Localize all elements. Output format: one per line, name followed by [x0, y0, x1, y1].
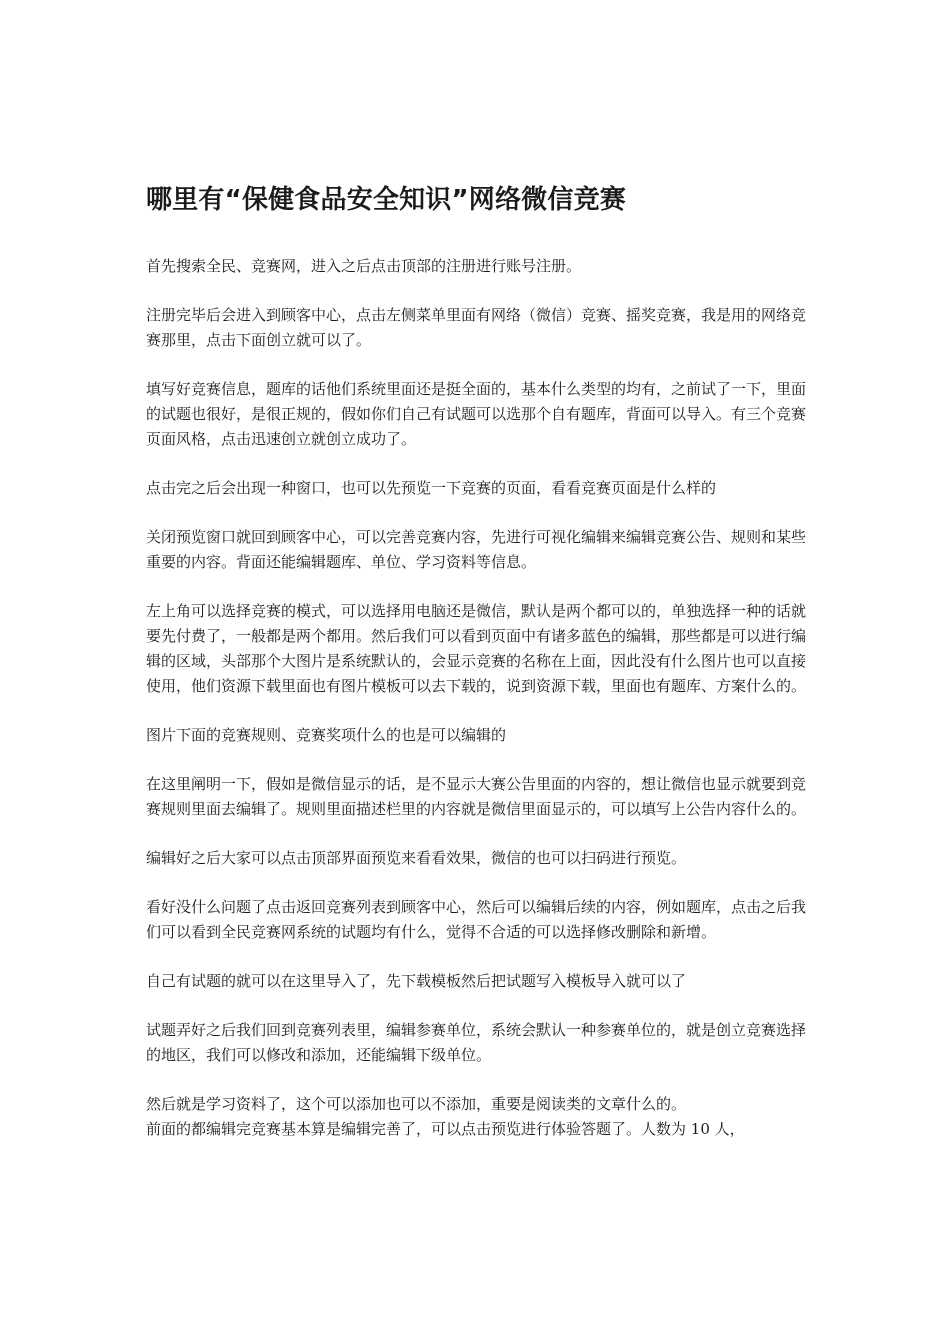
document-title: 哪里有“保健食品安全知识”网络微信竞赛: [146, 185, 626, 215]
paragraph-study-material: 然后就是学习资料了，这个可以添加也可以不添加，重要是阅读类的文章什么的。: [146, 1095, 687, 1113]
paragraph-preview-effect: 编辑好之后大家可以点击顶部界面预览来看看效果，微信的也可以扫码进行预览。: [146, 849, 687, 867]
paragraph-mode-select: 左上角可以选择竞赛的模式，可以选择用电脑还是微信，默认是两个都可以的，单独选择一种的话就要先付费了，一般都是两个都用。然后我们可以看到页面中有诸多蓝色的编辑，那些都是可以进行编辑的区域，头部那个大图片是系统默认的，会显示竞赛的名称在上面，因此没有什么图片也可以直接使用，他们资源下载里面也有图片模板可以去下载的，说到资源下载，里面也有题库、方案什么的。: [146, 602, 807, 695]
paragraph-customer-center: 注册完毕后会进入到顾客中心，点击左侧菜单里面有网络（微信）竞赛、摇奖竞赛，我是用的网络竞赛那里，点击下面创立就可以了。: [146, 306, 807, 349]
paragraph-units: 试题弄好之后我们回到竞赛列表里，编辑参赛单位，系统会默认一种参赛单位的，就是创立竞赛选择的地区，我们可以修改和添加，还能编辑下级单位。: [146, 1021, 807, 1064]
paragraph-question-bank: 看好没什么问题了点击返回竞赛列表到顾客中心，然后可以编辑后续的内容，例如题库，点击之后我们可以看到全民竞赛网系统的试题均有什么，觉得不合适的可以选择修改删除和新增。: [146, 898, 807, 941]
paragraph-final-preview: 前面的都编辑完竞赛基本算是编辑完善了，可以点击预览进行体验答题了。人数为 10 人，: [146, 1120, 745, 1138]
paragraph-register: 首先搜索全民、竞赛网，进入之后点击顶部的注册进行账号注册。: [146, 257, 582, 275]
document-page: [146, 178, 806, 1142]
paragraph-wechat-note: 在这里阐明一下，假如是微信显示的话，是不显示大赛公告里面的内容的，想让微信也显示就要到竞赛规则里面去编辑了。规则里面描述栏里的内容就是微信里面显示的，可以填写上公告内容什么的。: [146, 775, 807, 818]
paragraph-fill-info: 填写好竞赛信息，题库的话他们系统里面还是挺全面的，基本什么类型的均有，之前试了一下，里面的试题也很好，是很正规的，假如你们自己有试题可以选那个自有题库，背面可以导入。有三个竞赛页面风格，点击迅速创立就创立成功了。: [146, 380, 807, 448]
paragraph-rules-edit: 图片下面的竞赛规则、竞赛奖项什么的也是可以编辑的: [146, 726, 507, 744]
paragraph-visual-edit: 关闭预览窗口就回到顾客中心，可以完善竞赛内容，先进行可视化编辑来编辑竞赛公告、规则和某些重要的内容。背面还能编辑题库、单位、学习资料等信息。: [146, 528, 807, 571]
paragraph-preview-window: 点击完之后会出现一种窗口，也可以先预览一下竞赛的页面，看看竞赛页面是什么样的: [146, 479, 717, 497]
paragraph-import: 自己有试题的就可以在这里导入了，先下载模板然后把试题写入模板导入就可以了: [146, 972, 687, 990]
